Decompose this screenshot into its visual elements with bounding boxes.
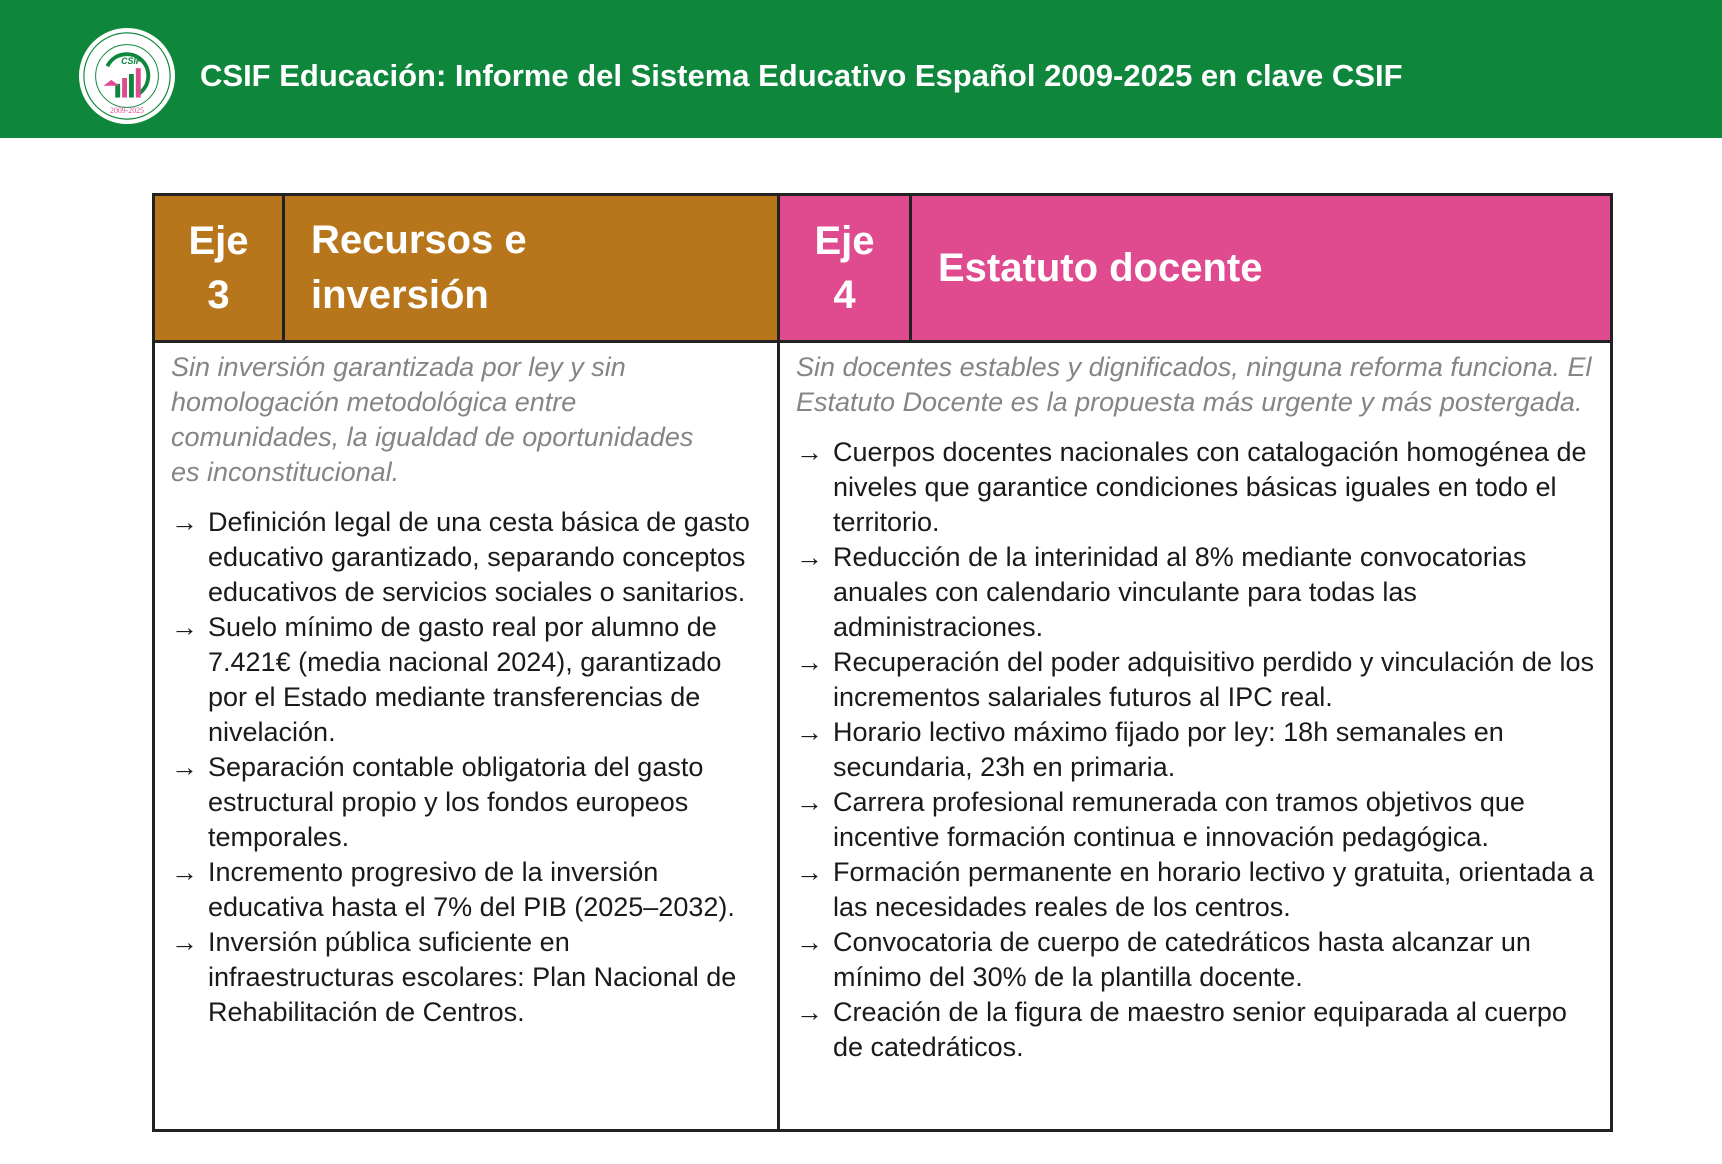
eje-label: Eje	[188, 219, 249, 263]
column-header	[780, 196, 1610, 343]
item-text: Reducción de la interinidad al 8% mediante convocatorias anuales con calendario vinculante para todas las administraciones.	[833, 542, 1527, 642]
list-item	[796, 785, 1594, 855]
list-item	[171, 505, 761, 610]
eje-label: Eje	[814, 219, 875, 263]
arrow-icon: →	[171, 857, 198, 887]
list-item	[796, 855, 1594, 925]
list-item	[171, 750, 761, 855]
item-text: Convocatoria de cuerpo de catedráticos hasta alcanzar un mínimo del 30% de la plantilla docente.	[833, 927, 1531, 992]
item-text: Suelo mínimo de gasto real por alumno de 7.421€ (media nacional 2024), garantizado por el Estado mediante transferencias de nivelación.	[208, 612, 722, 747]
list-item	[796, 715, 1594, 785]
eje-badge	[155, 196, 285, 340]
svg-text:CSIF: CSIF	[121, 56, 142, 67]
arrow-icon: →	[171, 507, 198, 537]
arrow-icon: →	[796, 857, 823, 887]
column-intro: Sin inversión garantizada por ley y sin homologación metodológica entre comunidades, la igualdad de oportunidades es inconstitucional.	[171, 352, 694, 487]
list-item	[796, 645, 1594, 715]
page-title: CSIF Educación: Informe del Sistema Educativo Español 2009-2025 en clave CSIF	[200, 58, 1403, 93]
item-text: Separación contable obligatoria del gasto estructural propio y los fondos europeos temporales.	[208, 752, 704, 852]
column-eje-4	[777, 196, 1610, 1129]
arrow-icon: →	[796, 437, 823, 467]
list-item	[171, 610, 761, 750]
arrow-icon: →	[796, 927, 823, 957]
eje-number: 4	[833, 273, 856, 317]
list-item	[171, 925, 761, 1030]
column-header	[155, 196, 777, 343]
arrow-icon: →	[796, 997, 823, 1027]
list-item	[796, 540, 1594, 645]
eje-number: 3	[207, 273, 230, 317]
arrow-icon: →	[796, 542, 823, 572]
item-text: Recuperación del poder adquisitivo perdido y vinculación de los incrementos salariales futuros al IPC real.	[833, 647, 1594, 712]
svg-text:2009-2025: 2009-2025	[110, 106, 144, 116]
list-item	[796, 925, 1594, 995]
item-text: Creación de la figura de maestro senior equiparada al cuerpo de catedráticos.	[833, 997, 1567, 1062]
arrow-icon: →	[796, 647, 823, 677]
column-body	[155, 340, 777, 1129]
arrow-icon: →	[171, 752, 198, 782]
list-item	[796, 995, 1594, 1065]
item-text: Formación permanente en horario lectivo y gratuita, orientada a las necesidades reales de los centros.	[833, 857, 1594, 922]
column-title: Estatuto docente	[938, 245, 1263, 290]
list-item	[171, 855, 761, 925]
item-text: Incremento progresivo de la inversión educativa hasta el 7% del PIB (2025–2032).	[208, 857, 735, 922]
column-eje-3	[155, 196, 777, 1129]
eje-badge	[780, 196, 912, 340]
arrow-icon: →	[171, 927, 198, 957]
list-item	[796, 435, 1594, 540]
axes-table	[152, 193, 1613, 1132]
column-title: Recursos e inversión	[311, 218, 527, 317]
proposal-list	[796, 435, 1594, 1065]
csif-report-logo	[78, 27, 176, 125]
column-intro: Sin docentes estables y dignificados, ninguna reforma funciona. El Estatuto Docente es la propuesta más urgente y más postergada.	[796, 352, 1592, 417]
item-text: Cuerpos docentes nacionales con catalogación homogénea de niveles que garantice condiciones básicas iguales en todo el territorio.	[833, 437, 1587, 537]
item-text: Definición legal de una cesta básica de gasto educativo garantizado, separando conceptos educativos de servicios sociales o sanitarios.	[208, 507, 750, 607]
item-text: Horario lectivo máximo fijado por ley: 18h semanales en secundaria, 23h en primaria.	[833, 717, 1504, 782]
arrow-icon: →	[171, 612, 198, 642]
arrow-icon: →	[796, 787, 823, 817]
item-text: Inversión pública suficiente en infraestructuras escolares: Plan Nacional de Rehabilitación de Centros.	[208, 927, 737, 1027]
header-bar	[0, 0, 1722, 138]
item-text: Carrera profesional remunerada con tramos objetivos que incentive formación continua e innovación pedagógica.	[833, 787, 1525, 852]
column-body	[780, 340, 1610, 1129]
proposal-list	[171, 505, 761, 1030]
arrow-icon: →	[796, 717, 823, 747]
